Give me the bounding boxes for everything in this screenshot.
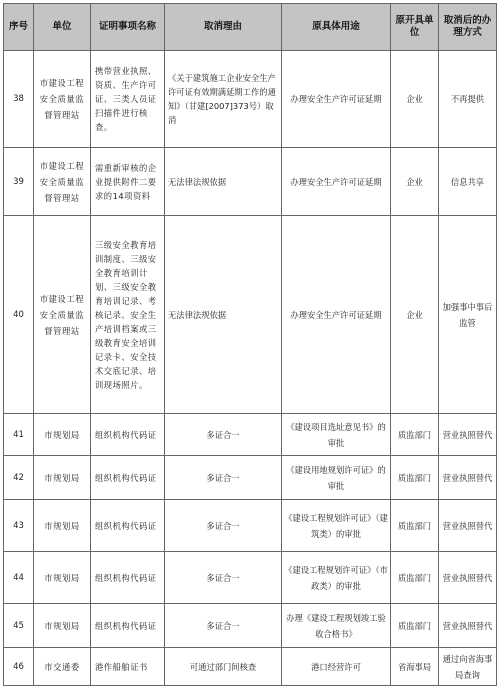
cell-issuer: 质监部门 [391, 456, 439, 500]
cell-name: 组织机构代码证 [91, 604, 165, 648]
cell-way: 营业执照替代 [439, 604, 497, 648]
cell-reason: 可通过部门间核查 [165, 648, 282, 686]
cell-seq: 43 [4, 500, 34, 552]
cell-issuer: 省海事局 [391, 648, 439, 686]
cell-name: 组织机构代码证 [91, 500, 165, 552]
cell-unit: 市规划局 [34, 500, 91, 552]
cell-name: 组织机构代码证 [91, 552, 165, 604]
cell-issuer: 质监部门 [391, 500, 439, 552]
cell-issuer: 企业 [391, 216, 439, 414]
cell-seq: 45 [4, 604, 34, 648]
cell-name: 三级安全教育培训制度、三级安全教育培训计划、三级安全教育培训记录、考核记录、安全生产培训档案或三级教育安全培训记录卡、安全技术交底记录、培训现场照片。 [91, 216, 165, 414]
cell-name: 港作船舶证书 [91, 648, 165, 686]
certificate-cancellation-table [3, 3, 497, 686]
table-row [4, 604, 497, 648]
header-use: 原具体用途 [282, 4, 391, 51]
table-row [4, 51, 497, 148]
cell-name: 组织机构代码证 [91, 414, 165, 456]
cell-unit: 市规划局 [34, 552, 91, 604]
cell-unit: 市建设工程安全质量监督管理站 [34, 148, 91, 216]
cell-unit: 市建设工程安全质量监督管理站 [34, 51, 91, 148]
cell-unit: 市建设工程安全质量监督管理站 [34, 216, 91, 414]
table-row [4, 500, 497, 552]
table-header-row [4, 4, 497, 51]
cell-way: 不再提供 [439, 51, 497, 148]
cell-use: 《建设用地规划许可证》的审批 [282, 456, 391, 500]
table-row [4, 148, 497, 216]
cell-name: 携带营业执照、资质、生产许可证、三类人员证扫描件进行核查。 [91, 51, 165, 148]
cell-reason: 多证合一 [165, 604, 282, 648]
cell-name: 需重新审核的企业提供附件二要求的14项资料 [91, 148, 165, 216]
table-row [4, 552, 497, 604]
cell-way: 营业执照替代 [439, 500, 497, 552]
cell-use: 办理安全生产许可证延期 [282, 51, 391, 148]
cell-reason: 多证合一 [165, 414, 282, 456]
cell-unit: 市规划局 [34, 456, 91, 500]
header-unit: 单位 [34, 4, 91, 51]
cell-way: 营业执照替代 [439, 552, 497, 604]
cell-seq: 42 [4, 456, 34, 500]
cell-way: 信息共享 [439, 148, 497, 216]
cell-reason: 多证合一 [165, 552, 282, 604]
cell-way: 加强事中事后监管 [439, 216, 497, 414]
header-issuer: 原开具单位 [391, 4, 439, 51]
cell-issuer: 质监部门 [391, 552, 439, 604]
cell-seq: 40 [4, 216, 34, 414]
table-row [4, 456, 497, 500]
cell-way: 通过向省海事局查询 [439, 648, 497, 686]
cell-reason: 无法律法规依据 [165, 216, 282, 414]
cell-way: 营业执照替代 [439, 414, 497, 456]
cell-seq: 44 [4, 552, 34, 604]
cell-way: 营业执照替代 [439, 456, 497, 500]
cell-use: 《建设工程规划许可证》（建筑类）的审批 [282, 500, 391, 552]
cell-seq: 41 [4, 414, 34, 456]
cell-seq: 38 [4, 51, 34, 148]
cell-use: 办理《建设工程规划竣工验收合格书》 [282, 604, 391, 648]
cell-reason: 多证合一 [165, 500, 282, 552]
cell-seq: 46 [4, 648, 34, 686]
cell-unit: 市交通委 [34, 648, 91, 686]
header-reason: 取消理由 [165, 4, 282, 51]
cell-unit: 市规划局 [34, 414, 91, 456]
cell-use: 《建设项目选址意见书》的审批 [282, 414, 391, 456]
cell-reason: 多证合一 [165, 456, 282, 500]
cell-issuer: 企业 [391, 51, 439, 148]
table-row [4, 216, 497, 414]
cell-name: 组织机构代码证 [91, 456, 165, 500]
cell-issuer: 企业 [391, 148, 439, 216]
table-row [4, 648, 497, 686]
header-way: 取消后的办理方式 [439, 4, 497, 51]
header-name: 证明事项名称 [91, 4, 165, 51]
cell-seq: 39 [4, 148, 34, 216]
cell-use: 《建设工程规划许可证》（市政类）的审批 [282, 552, 391, 604]
cell-reason: 《关于建筑施工企业安全生产许可证有效期满延期工作的通知》（甘建[2007]373号）取消 [165, 51, 282, 148]
cell-issuer: 质监部门 [391, 604, 439, 648]
cell-reason: 无法律法规依据 [165, 148, 282, 216]
cell-use: 办理安全生产许可证延期 [282, 216, 391, 414]
cell-use: 办理安全生产许可证延期 [282, 148, 391, 216]
header-seq: 序号 [4, 4, 34, 51]
table-row [4, 414, 497, 456]
cell-unit: 市规划局 [34, 604, 91, 648]
cell-use: 港口经营许可 [282, 648, 391, 686]
cell-issuer: 质监部门 [391, 414, 439, 456]
